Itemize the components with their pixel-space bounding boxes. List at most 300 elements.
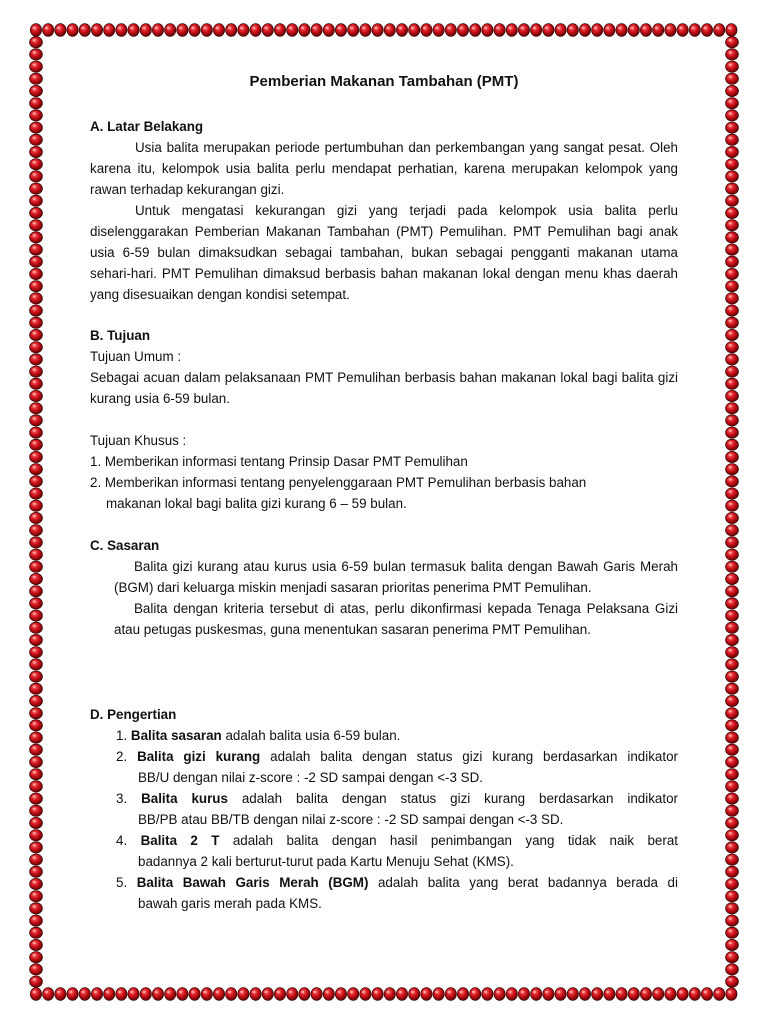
bead-icon	[726, 110, 739, 121]
bead-icon	[726, 476, 739, 487]
bead-icon	[30, 830, 43, 841]
bead-icon	[506, 988, 517, 1001]
bead-icon	[726, 98, 739, 109]
bead-icon	[30, 561, 43, 572]
bead-icon	[140, 24, 151, 37]
bead-icon	[30, 439, 43, 450]
definition-term: Balita 2 T	[140, 833, 220, 848]
bead-icon	[30, 756, 43, 767]
section-heading: A. Latar Belakang	[90, 119, 204, 134]
bead-icon	[677, 24, 688, 37]
bead-icon	[189, 24, 200, 37]
bead-icon	[665, 24, 676, 37]
bead-icon	[30, 915, 43, 926]
bead-icon	[555, 24, 566, 37]
bead-icon	[30, 512, 43, 523]
bead-icon	[30, 598, 43, 609]
bead-icon	[726, 317, 739, 328]
bead-icon	[726, 927, 739, 938]
bead-icon	[30, 98, 43, 109]
bead-icon	[726, 512, 739, 523]
bead-icon	[726, 781, 739, 792]
bead-icon	[30, 610, 43, 621]
bead-icon	[726, 390, 739, 401]
section-sasaran	[90, 535, 678, 640]
definition-text: adalah balita dengan status gizi kurang berdasarkan indikator	[227, 791, 678, 806]
bead-icon	[30, 695, 43, 706]
bead-icon	[274, 988, 285, 1001]
bead-icon	[543, 988, 554, 1001]
bead-icon	[506, 24, 517, 37]
bead-icon	[640, 24, 651, 37]
bead-icon	[726, 366, 739, 377]
bead-icon	[726, 171, 739, 182]
bead-icon	[726, 73, 739, 84]
definition-item	[90, 872, 678, 893]
bead-icon	[30, 134, 43, 145]
bead-icon	[30, 403, 43, 414]
bead-icon	[30, 781, 43, 792]
paragraph: Balita dengan kriteria tersebut di atas, perlu dikonfirmasi kepada Tenaga Pelaksana Gizi atau petugas puskesmas, guna menentukan sasaran penerima PMT Pemulihan.	[114, 601, 678, 637]
bead-icon	[726, 622, 739, 633]
bead-icon	[30, 878, 43, 889]
bead-icon	[726, 500, 739, 511]
bead-icon	[91, 24, 102, 37]
bead-icon	[128, 24, 139, 37]
bead-icon	[445, 988, 456, 1001]
definition-text: adalah balita dengan status gizi kurang berdasarkan indikator	[260, 749, 678, 764]
bead-icon	[30, 769, 43, 780]
bead-icon	[238, 988, 249, 1001]
bead-icon	[262, 24, 273, 37]
tujuan-khusus-label: Tujuan Khusus :	[90, 433, 187, 448]
bead-icon	[494, 988, 505, 1001]
bead-icon	[457, 988, 468, 1001]
bead-icon	[726, 769, 739, 780]
bead-icon	[323, 988, 334, 1001]
bead-icon	[30, 500, 43, 511]
bead-icon	[30, 342, 43, 353]
bead-icon	[726, 805, 739, 816]
bead-icon	[30, 525, 43, 536]
bead-icon	[348, 988, 359, 1001]
bead-icon	[726, 708, 739, 719]
bead-icon	[55, 988, 66, 1001]
bead-icon	[726, 329, 739, 340]
bead-icon	[726, 207, 739, 218]
bead-icon	[30, 647, 43, 658]
bead-icon	[726, 634, 739, 645]
bead-icon	[177, 24, 188, 37]
item-number: 3.	[116, 791, 128, 806]
bead-icon	[628, 988, 639, 1001]
bead-icon	[384, 24, 395, 37]
bead-icon	[311, 988, 322, 1001]
bead-icon	[30, 634, 43, 645]
bead-icon	[726, 817, 739, 828]
bead-icon	[189, 988, 200, 1001]
paragraph: Usia balita merupakan periode pertumbuhan dan perkembangan yang sangat pesat. Oleh karena itu, kelompok usia balita perlu mendapat perhatian, karena merupakan kelompok yang rawan terhadap kekurangan gizi.	[90, 140, 678, 197]
bead-icon	[616, 24, 627, 37]
bead-icon	[567, 988, 578, 1001]
bead-icon	[726, 732, 739, 743]
bead-icon	[67, 988, 78, 1001]
sasaran-body	[90, 556, 678, 640]
bead-icon	[518, 24, 529, 37]
bead-icon	[531, 988, 542, 1001]
bead-icon	[30, 683, 43, 694]
bead-icon	[726, 720, 739, 731]
bead-icon	[482, 24, 493, 37]
bead-icon	[30, 159, 43, 170]
bead-icon	[311, 24, 322, 37]
bead-icon	[30, 61, 43, 72]
item-number: 2.	[116, 749, 128, 764]
bead-icon	[726, 695, 739, 706]
bead-icon	[726, 586, 739, 597]
bead-icon	[30, 952, 43, 963]
bead-icon	[30, 622, 43, 633]
bead-icon	[213, 988, 224, 1001]
bead-icon	[726, 537, 739, 548]
bead-icon	[43, 24, 54, 37]
section-heading: B. Tujuan	[90, 328, 151, 343]
bead-icon	[274, 24, 285, 37]
bead-icon	[421, 988, 432, 1001]
bead-icon	[726, 439, 739, 450]
bead-icon	[30, 586, 43, 597]
bead-icon	[30, 268, 43, 279]
definition-term: Balita gizi kurang	[137, 749, 261, 764]
bead-icon	[30, 732, 43, 743]
bead-icon	[726, 220, 739, 231]
bead-icon	[543, 24, 554, 37]
bead-icon	[653, 988, 664, 1001]
bead-icon	[726, 244, 739, 255]
bead-icon	[43, 988, 54, 1001]
bead-icon	[30, 866, 43, 877]
bead-icon	[640, 988, 651, 1001]
bead-icon	[726, 146, 739, 157]
bead-icon	[250, 24, 261, 37]
definition-text: adalah balita usia 6-59 bulan.	[221, 728, 401, 743]
bead-icon	[482, 988, 493, 1001]
definition-continuation: bawah garis merah pada KMS.	[138, 896, 322, 911]
bead-icon	[30, 122, 43, 133]
section-heading: C. Sasaran	[90, 538, 160, 553]
bead-icon	[701, 988, 712, 1001]
bead-icon	[30, 549, 43, 560]
bead-icon	[396, 988, 407, 1001]
bead-icon	[360, 988, 371, 1001]
bead-icon	[604, 24, 615, 37]
bead-icon	[726, 891, 739, 902]
section-pengertian	[90, 704, 678, 914]
bead-icon	[226, 988, 237, 1001]
bead-icon	[299, 988, 310, 1001]
bead-icon	[201, 24, 212, 37]
bead-icon	[726, 793, 739, 804]
bead-icon	[726, 24, 737, 37]
bead-icon	[30, 427, 43, 438]
bead-icon	[470, 24, 481, 37]
bead-icon	[104, 988, 115, 1001]
bead-icon	[726, 427, 739, 438]
bead-icon	[726, 830, 739, 841]
bead-icon	[287, 24, 298, 37]
tujuan-umum-label: Tujuan Umum :	[90, 349, 182, 364]
definition-continuation: BB/PB atau BB/TB dengan nilai z-score : -2 SD sampai dengan <-3 SD.	[138, 812, 564, 827]
bead-icon	[689, 988, 700, 1001]
bead-icon	[726, 49, 739, 60]
bead-icon	[30, 537, 43, 548]
bead-icon	[726, 281, 739, 292]
bead-icon	[287, 988, 298, 1001]
bead-icon	[726, 415, 739, 426]
bead-icon	[726, 122, 739, 133]
bead-icon	[201, 988, 212, 1001]
page-title: Pemberian Makanan Tambahan (PMT)	[249, 73, 519, 90]
bead-icon	[592, 24, 603, 37]
bead-icon	[30, 793, 43, 804]
bead-icon	[457, 24, 468, 37]
bead-icon	[30, 939, 43, 950]
bead-icon	[30, 891, 43, 902]
bead-icon	[384, 988, 395, 1001]
bead-icon	[726, 647, 739, 658]
bead-icon	[592, 988, 603, 1001]
bead-icon	[30, 805, 43, 816]
bead-icon	[726, 561, 739, 572]
bead-icon	[30, 232, 43, 243]
definition-text: adalah balita dengan hasil penimbangan yang tidak naik berat	[219, 833, 678, 848]
bead-icon	[104, 24, 115, 37]
bead-icon	[726, 866, 739, 877]
bead-icon	[726, 964, 739, 975]
bead-icon	[116, 988, 127, 1001]
bead-icon	[299, 24, 310, 37]
bead-icon	[30, 24, 41, 37]
bead-icon	[433, 988, 444, 1001]
bead-icon	[30, 329, 43, 340]
bead-icon	[30, 451, 43, 462]
bead-icon	[91, 988, 102, 1001]
definition-term: Balita Bawah Garis Merah (BGM)	[136, 875, 369, 890]
bead-icon	[67, 24, 78, 37]
bead-icon	[579, 988, 590, 1001]
bead-icon	[30, 415, 43, 426]
bead-icon	[555, 988, 566, 1001]
bead-icon	[689, 24, 700, 37]
bead-icon	[726, 525, 739, 536]
bead-icon	[726, 61, 739, 72]
bead-icon	[30, 659, 43, 670]
bead-icon	[714, 988, 725, 1001]
bead-icon	[116, 24, 127, 37]
bead-icon	[30, 817, 43, 828]
bead-icon	[726, 744, 739, 755]
paragraph: Sebagai acuan dalam pelaksanaan PMT Pemulihan berbasis bahan makanan lokal bagi balita gizi kurang usia 6-59 bulan.	[90, 370, 678, 406]
item-number: 5.	[116, 875, 128, 890]
bead-icon	[726, 671, 739, 682]
bead-icon	[30, 476, 43, 487]
bead-icon	[726, 85, 739, 96]
definition-item	[90, 746, 678, 767]
bead-icon	[30, 464, 43, 475]
bead-icon	[30, 390, 43, 401]
bead-icon	[262, 988, 273, 1001]
bead-icon	[372, 24, 383, 37]
list-item-continuation: makanan lokal bagi balita gizi kurang 6 – 59 bulan.	[106, 496, 407, 511]
bead-icon	[30, 964, 43, 975]
paragraph: Untuk mengatasi kekurangan gizi yang terjadi pada kelompok usia balita perlu diselenggarakan Pemberian Makanan Tambahan (PMT) Pemulihan. PMT Pemulihan bagi anak usia 6-59 bulan dimaksudkan sebagai tambahan, bukan sebagai pengganti makanan utama sehari-hari. PMT Pemulihan dimaksud berbasis bahan makanan lokal dengan menu khas daerah yang disesuaikan dengan kondisi setempat.	[90, 203, 678, 302]
bead-icon	[726, 378, 739, 389]
bead-icon	[213, 24, 224, 37]
bead-icon	[409, 988, 420, 1001]
bead-icon	[396, 24, 407, 37]
bead-icon	[726, 598, 739, 609]
bead-icon	[30, 378, 43, 389]
bead-icon	[30, 73, 43, 84]
definition-item	[90, 725, 678, 746]
bead-icon	[714, 24, 725, 37]
bead-icon	[726, 37, 739, 48]
bead-icon	[30, 854, 43, 865]
bead-icon	[323, 24, 334, 37]
bead-icon	[348, 24, 359, 37]
bead-icon	[604, 988, 615, 1001]
bead-icon	[30, 842, 43, 853]
bead-icon	[30, 927, 43, 938]
bead-icon	[726, 293, 739, 304]
bead-icon	[30, 220, 43, 231]
definition-term: Balita kurus	[141, 791, 228, 806]
section-latar-belakang	[90, 116, 678, 305]
bead-icon	[653, 24, 664, 37]
bead-icon	[30, 366, 43, 377]
bead-icon	[55, 24, 66, 37]
bead-icon	[726, 464, 739, 475]
bead-icon	[726, 878, 739, 889]
bead-icon	[30, 354, 43, 365]
definition-term: Balita sasaran	[130, 728, 222, 743]
definition-continuation: badannya 2 kali berturut-turut pada Kartu Menuju Sehat (KMS).	[138, 854, 514, 869]
item-number: 1.	[116, 728, 128, 743]
bead-icon	[726, 756, 739, 767]
bead-icon	[494, 24, 505, 37]
bead-icon	[726, 195, 739, 206]
bead-icon	[30, 183, 43, 194]
bead-icon	[30, 171, 43, 182]
list-item: 1. Memberikan informasi tentang Prinsip Dasar PMT Pemulihan	[90, 454, 468, 469]
bead-icon	[726, 939, 739, 950]
list-item: 2. Memberikan informasi tentang penyelenggaraan PMT Pemulihan berbasis bahan	[90, 475, 587, 490]
bead-icon	[726, 952, 739, 963]
bead-icon	[152, 24, 163, 37]
bead-icon	[335, 24, 346, 37]
bead-icon	[665, 988, 676, 1001]
bead-icon	[30, 293, 43, 304]
bead-icon	[30, 146, 43, 157]
bead-icon	[30, 317, 43, 328]
bead-icon	[531, 24, 542, 37]
bead-icon	[177, 988, 188, 1001]
bead-icon	[726, 573, 739, 584]
definition-item	[90, 830, 678, 851]
bead-icon	[30, 256, 43, 267]
bead-icon	[30, 244, 43, 255]
bead-icon	[518, 988, 529, 1001]
bead-icon	[30, 85, 43, 96]
bead-icon	[445, 24, 456, 37]
item-number: 4.	[116, 833, 128, 848]
bead-icon	[726, 842, 739, 853]
bead-icon	[677, 988, 688, 1001]
bead-icon	[726, 159, 739, 170]
bead-icon	[409, 24, 420, 37]
bead-icon	[238, 24, 249, 37]
bead-icon	[726, 488, 739, 499]
bead-icon	[726, 854, 739, 865]
section-tujuan	[90, 325, 678, 514]
bead-icon	[726, 256, 739, 267]
bead-icon	[140, 988, 151, 1001]
bead-icon	[226, 24, 237, 37]
bead-icon	[250, 988, 261, 1001]
bead-icon	[726, 232, 739, 243]
bead-icon	[726, 610, 739, 621]
bead-icon	[726, 683, 739, 694]
bead-icon	[616, 988, 627, 1001]
bead-icon	[165, 988, 176, 1001]
bead-icon	[726, 988, 737, 1001]
paragraph: Balita gizi kurang atau kurus usia 6-59 bulan termasuk balita dengan Bawah Garis Merah (BGM) dari keluarga miskin menjadi sasaran prioritas penerima PMT Pemulihan.	[114, 559, 678, 595]
bead-icon	[372, 988, 383, 1001]
bead-icon	[30, 903, 43, 914]
bead-icon	[30, 488, 43, 499]
bead-icon	[360, 24, 371, 37]
bead-icon	[30, 573, 43, 584]
bead-icon	[335, 988, 346, 1001]
bead-icon	[726, 659, 739, 670]
bead-icon	[30, 281, 43, 292]
bead-icon	[421, 24, 432, 37]
bead-icon	[433, 24, 444, 37]
bead-icon	[726, 915, 739, 926]
bead-icon	[726, 549, 739, 560]
bead-icon	[30, 671, 43, 682]
bead-icon	[30, 49, 43, 60]
bead-icon	[726, 183, 739, 194]
bead-icon	[726, 305, 739, 316]
bead-icon	[726, 134, 739, 145]
bead-icon	[165, 24, 176, 37]
bead-icon	[152, 988, 163, 1001]
bead-icon	[30, 976, 43, 987]
bead-icon	[30, 708, 43, 719]
definition-continuation: BB/U dengan nilai z-score : -2 SD sampai dengan <-3 SD.	[138, 770, 483, 785]
bead-icon	[30, 744, 43, 755]
bead-icon	[701, 24, 712, 37]
bead-icon	[30, 305, 43, 316]
bead-icon	[30, 195, 43, 206]
bead-icon	[726, 354, 739, 365]
bead-icon	[726, 342, 739, 353]
bead-icon	[30, 720, 43, 731]
bead-icon	[79, 988, 90, 1001]
bead-icon	[30, 37, 43, 48]
bead-icon	[726, 451, 739, 462]
